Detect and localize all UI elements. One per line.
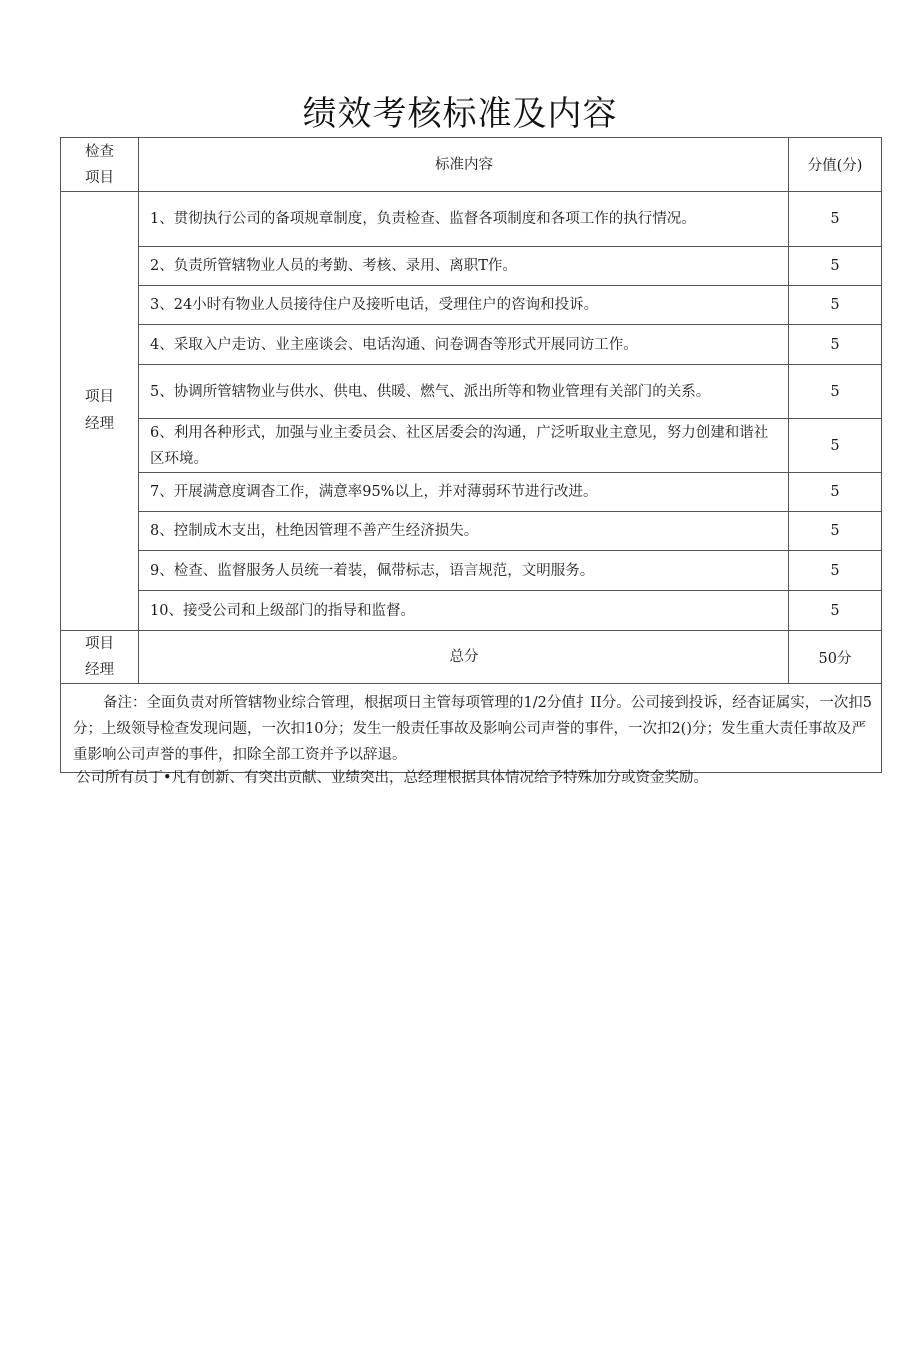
header-check-item: 检查项目 [61,138,139,192]
row-content: 8、控制成木支出，杜绝因管理不善产生经济损失。 [139,512,789,551]
header-row [61,138,882,192]
table-row [61,551,882,591]
row-score: 5 [789,247,882,286]
header-standard-content: 标准内容 [139,138,789,192]
performance-table [60,137,882,773]
table-row [61,591,882,631]
table-row [61,247,882,286]
table-row [61,325,882,365]
row-content: 5、协调所管辖物业与供水、供电、供暖、燃气、派出所等和物业管理有关部门的关系。 [139,365,789,419]
row-score: 5 [789,512,882,551]
total-row [61,631,882,684]
row-score: 5 [789,192,882,247]
total-label: 总分 [139,631,789,684]
footer-text: 公司所有员丁•凡有创新、有突出贡献、业绩突出，总经理根据具体情况给予特殊加分或资金奖励。 [76,770,709,786]
page-title: 绩效考核标准及内容 [302,94,618,134]
row-content: 4、采取入户走访、业主座谈会、电话沟通、问卷调杳等形式开展同访工作。 [139,325,789,365]
row-content: 10、接受公司和上级部门的指导和监督。 [139,591,789,631]
header-score: 分值(分) [789,138,882,192]
row-content: 9、检查、监督服务人员统一着装，佩带标志，语言规范，文明服务。 [139,551,789,591]
total-category: 项目经理 [61,631,139,684]
row-score: 5 [789,286,882,325]
row-score: 5 [789,591,882,631]
row-content: 7、开展满意度调杳工作，满意率95%以上，并对薄弱环节进行改进。 [139,473,789,512]
row-score: 5 [789,473,882,512]
row-score: 5 [789,551,882,591]
note-cell [61,684,882,773]
row-content: 1、贯彻执行公司的备项规章制度，负责检查、监督各项制度和各项工作的执行情况。 [139,192,789,247]
category-cell: 项目经理 [61,192,139,631]
table-row [61,473,882,512]
row-content: 3、24小时有物业人员接待住户及接听电话，受理住户的咨询和投诉。 [139,286,789,325]
row-score: 5 [789,419,882,473]
table-row [61,286,882,325]
table-row [61,192,882,247]
row-score: 5 [789,365,882,419]
table-row [61,365,882,419]
note-row [61,684,882,773]
table-row [61,419,882,473]
total-score: 50分 [789,631,882,684]
row-content: 2、负责所管辖物业人员的考勤、考核、录用、离职T作。 [139,247,789,286]
note-text: 备注：全面负责对所管辖物业综合管理，根据项日主管每项管理的1/2分值扌II分。公司接到投诉，经杳证属实，一次扣5分；上级领导检查发现问题，一次扣10分；发生一般责任事故及影响公司声誉的事件，一次扣2()分；发生重大责任事故及严重影响公司声誉的事件，扣除全部工资并予以辞退。 [73,695,873,763]
row-content: 6、利用各种形式，加强与业主委员会、社区居委会的沟通，广泛听取业主意见，努力创建和谐社区环境。 [139,419,789,473]
table-row [61,512,882,551]
row-score: 5 [789,325,882,365]
